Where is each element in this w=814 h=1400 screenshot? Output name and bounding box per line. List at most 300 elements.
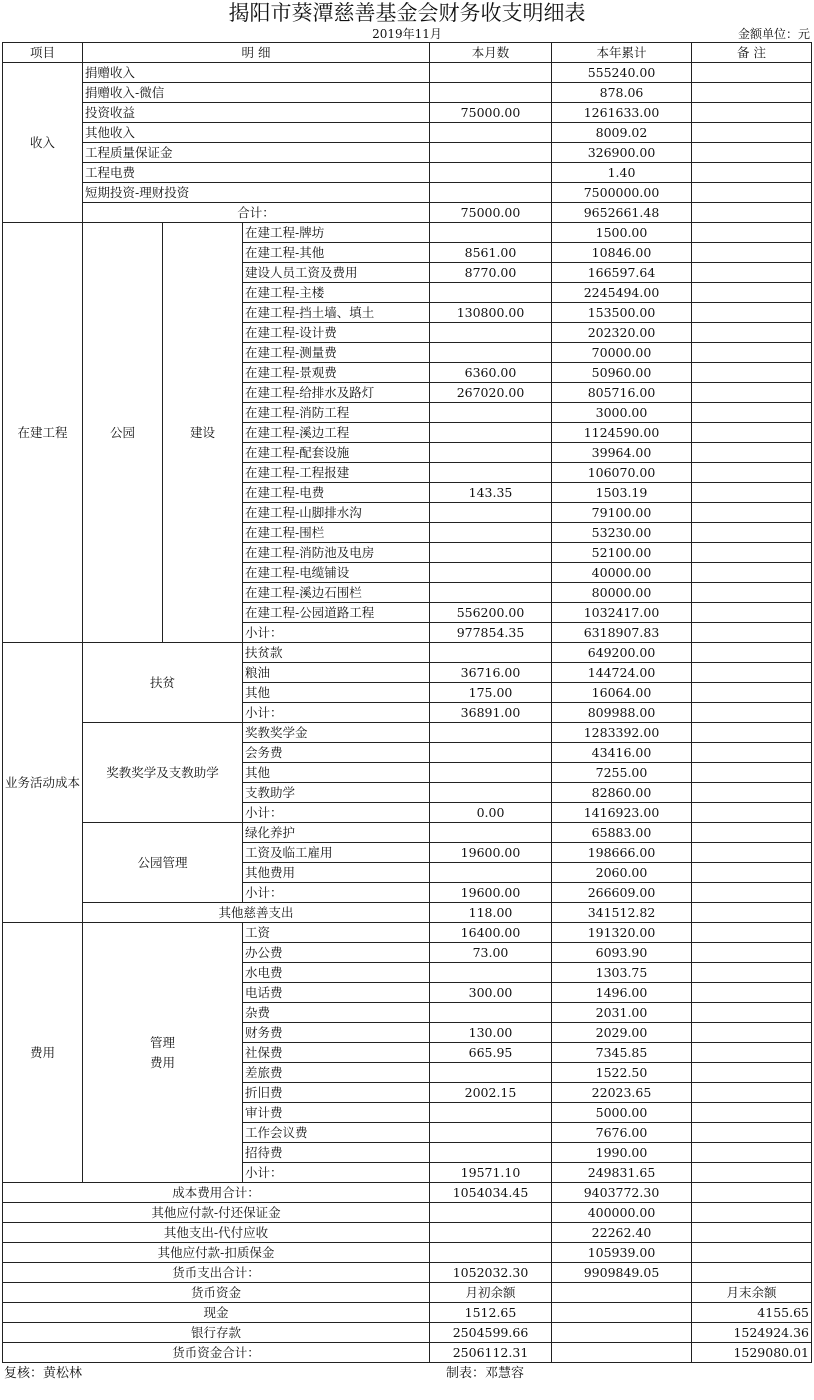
- note-cell: [692, 543, 812, 563]
- month-value: [430, 963, 552, 983]
- ytd-value: 326900.00: [552, 143, 692, 163]
- note-cell: [692, 1203, 812, 1223]
- note-cell: [692, 703, 812, 723]
- note-cell: [692, 743, 812, 763]
- month-value: [430, 183, 552, 203]
- month-value: 8770.00: [430, 263, 552, 283]
- detail-label: 电话费: [243, 983, 430, 1003]
- ytd-value: 144724.00: [552, 663, 692, 683]
- month-value: 1052032.30: [430, 1263, 552, 1283]
- ytd-value: 1261633.00: [552, 103, 692, 123]
- month-value: [430, 1103, 552, 1123]
- month-value: [430, 163, 552, 183]
- month-value: [430, 1203, 552, 1223]
- detail-label: 绿化养护: [243, 823, 430, 843]
- note-cell: [692, 1123, 812, 1143]
- note-cell: [692, 383, 812, 403]
- finance-table: [2, 42, 812, 1363]
- income-total-label: 合计：: [83, 203, 430, 223]
- ytd-value: 9403772.30: [552, 1183, 692, 1203]
- summary-label: 其他应付款-付还保证金: [3, 1203, 430, 1223]
- expense-row: [3, 923, 812, 943]
- note-cell: [692, 923, 812, 943]
- month-value: 16400.00: [430, 923, 552, 943]
- month-value: [430, 503, 552, 523]
- month-value: [430, 863, 552, 883]
- ytd-value: 8009.02: [552, 123, 692, 143]
- detail-label: 粮油: [243, 663, 430, 683]
- month-value: 143.35: [430, 483, 552, 503]
- detail-label: 奖教奖学金: [243, 723, 430, 743]
- empty-cell: [552, 1283, 692, 1303]
- note-cell: [692, 1023, 812, 1043]
- business-section-label: 业务活动成本: [3, 643, 83, 923]
- month-value: 118.00: [430, 903, 552, 923]
- note-cell: [692, 303, 812, 323]
- cash-end-value: 1529080.01: [692, 1343, 812, 1363]
- note-cell: [692, 963, 812, 983]
- ytd-value: 43416.00: [552, 743, 692, 763]
- income-section-label: 收入: [3, 63, 83, 223]
- month-value: 8561.00: [430, 243, 552, 263]
- ytd-value: 1522.50: [552, 1063, 692, 1083]
- note-cell: [692, 443, 812, 463]
- ytd-value: 341512.82: [552, 903, 692, 923]
- header-month: 本月数: [430, 43, 552, 63]
- month-value: [430, 463, 552, 483]
- business-row: [3, 823, 812, 843]
- detail-label: 小计：: [243, 1163, 430, 1183]
- income-row: [3, 123, 812, 143]
- detail-label: 杂费: [243, 1003, 430, 1023]
- summary-row: [3, 1203, 812, 1223]
- note-cell: [692, 63, 812, 83]
- note-cell: [692, 423, 812, 443]
- income-row: [3, 163, 812, 183]
- income-row: [3, 63, 812, 83]
- expense-section-label: 费用: [3, 923, 83, 1183]
- note-cell: [692, 903, 812, 923]
- income-row: [3, 103, 812, 123]
- note-cell: [692, 563, 812, 583]
- detail-label: 在建工程-景观费: [243, 363, 430, 383]
- summary-label: 其他应付款-扣质保金: [3, 1243, 430, 1263]
- ytd-value: 1416923.00: [552, 803, 692, 823]
- ytd-value: 22262.40: [552, 1223, 692, 1243]
- detail-label: 办公费: [243, 943, 430, 963]
- note-cell: [692, 663, 812, 683]
- month-value: [430, 223, 552, 243]
- month-value: 36891.00: [430, 703, 552, 723]
- ytd-value: 249831.65: [552, 1163, 692, 1183]
- ytd-value: 878.06: [552, 83, 692, 103]
- detail-label: 工程电费: [83, 163, 430, 183]
- detail-label: 小计：: [243, 703, 430, 723]
- empty-cell: [552, 1303, 692, 1323]
- summary-row: [3, 1223, 812, 1243]
- cash-label: 现金: [3, 1303, 430, 1323]
- ytd-value: 50960.00: [552, 363, 692, 383]
- report-title: 揭阳市葵潭慈善基金会财务收支明细表: [228, 1, 586, 25]
- detail-label: 社保费: [243, 1043, 430, 1063]
- cash-row: [3, 1323, 812, 1343]
- detail-label: 工资: [243, 923, 430, 943]
- detail-label: 在建工程-牌坊: [243, 223, 430, 243]
- business-group-label: 公园管理: [83, 823, 243, 903]
- note-cell: [692, 763, 812, 783]
- cash-begin-value: 1512.65: [430, 1303, 552, 1323]
- header-note: 备 注: [692, 43, 812, 63]
- construction-row: [3, 223, 812, 243]
- detail-label: 水电费: [243, 963, 430, 983]
- detail-label: 在建工程-工程报建: [243, 463, 430, 483]
- note-cell: [692, 583, 812, 603]
- detail-label: 捐赠收入: [83, 63, 430, 83]
- ytd-value: 1503.19: [552, 483, 692, 503]
- month-value: [430, 1223, 552, 1243]
- detail-label: 财务费: [243, 1023, 430, 1043]
- month-value: [430, 323, 552, 343]
- month-value: 0.00: [430, 803, 552, 823]
- cash-end-header: 月末余额: [692, 1283, 812, 1303]
- detail-label: 会务费: [243, 743, 430, 763]
- summary-label: 其他支出-代付应收: [3, 1223, 430, 1243]
- cash-label: 货币资金合计：: [3, 1343, 430, 1363]
- detail-label: 折旧费: [243, 1083, 430, 1103]
- note-cell: [692, 883, 812, 903]
- note-cell: [692, 323, 812, 343]
- note-cell: [692, 1103, 812, 1123]
- ytd-value: 2031.00: [552, 1003, 692, 1023]
- ytd-value: 7345.85: [552, 1043, 692, 1063]
- note-cell: [692, 623, 812, 643]
- ytd-value: 2245494.00: [552, 283, 692, 303]
- empty-cell: [552, 1323, 692, 1343]
- note-cell: [692, 643, 812, 663]
- report-period: 2019年11月: [372, 27, 442, 41]
- detail-label: 在建工程-测量费: [243, 343, 430, 363]
- detail-label: 在建工程-围栏: [243, 523, 430, 543]
- detail-label: 在建工程-设计费: [243, 323, 430, 343]
- note-cell: [692, 1243, 812, 1263]
- cash-row: [3, 1303, 812, 1323]
- detail-label: 在建工程-给排水及路灯: [243, 383, 430, 403]
- ytd-value: 65883.00: [552, 823, 692, 843]
- ytd-value: 9652661.48: [552, 203, 692, 223]
- month-value: [430, 63, 552, 83]
- month-value: [430, 583, 552, 603]
- detail-label: 其他费用: [243, 863, 430, 883]
- note-cell: [692, 123, 812, 143]
- note-cell: [692, 823, 812, 843]
- business-other-row: [3, 903, 812, 923]
- month-value: [430, 283, 552, 303]
- note-cell: [692, 523, 812, 543]
- reviewer-signature-line: 复核：黄松林: [4, 1366, 83, 1381]
- note-cell: [692, 203, 812, 223]
- income-row: [3, 183, 812, 203]
- month-value: 300.00: [430, 983, 552, 1003]
- ytd-value: 10846.00: [552, 243, 692, 263]
- business-group-label: 扶贫: [83, 643, 243, 723]
- summary-label: 成本费用合计：: [3, 1183, 430, 1203]
- detail-label: 招待费: [243, 1143, 430, 1163]
- note-cell: [692, 103, 812, 123]
- ytd-value: 3000.00: [552, 403, 692, 423]
- month-value: [430, 1003, 552, 1023]
- ytd-value: 1.40: [552, 163, 692, 183]
- detail-label: 支教助学: [243, 783, 430, 803]
- ytd-value: 80000.00: [552, 583, 692, 603]
- month-value: 2002.15: [430, 1083, 552, 1103]
- report-subheader: [0, 26, 814, 42]
- note-cell: [692, 603, 812, 623]
- header-item: 项目: [3, 43, 83, 63]
- ytd-value: 5000.00: [552, 1103, 692, 1123]
- month-value: [430, 1243, 552, 1263]
- month-value: 36716.00: [430, 663, 552, 683]
- ytd-value: 2029.00: [552, 1023, 692, 1043]
- month-value: 73.00: [430, 943, 552, 963]
- month-value: [430, 783, 552, 803]
- income-row: [3, 83, 812, 103]
- detail-label: 其他: [243, 763, 430, 783]
- cash-begin-header: 月初余额: [430, 1283, 552, 1303]
- ytd-value: 7500000.00: [552, 183, 692, 203]
- note-cell: [692, 483, 812, 503]
- ytd-value: 7676.00: [552, 1123, 692, 1143]
- ytd-value: 106070.00: [552, 463, 692, 483]
- ytd-value: 555240.00: [552, 63, 692, 83]
- month-value: [430, 523, 552, 543]
- month-value: 19600.00: [430, 883, 552, 903]
- note-cell: [692, 783, 812, 803]
- cash-begin-value: 2506112.31: [430, 1343, 552, 1363]
- ytd-value: 1990.00: [552, 1143, 692, 1163]
- note-cell: [692, 983, 812, 1003]
- month-value: [430, 83, 552, 103]
- month-value: [430, 1143, 552, 1163]
- note-cell: [692, 403, 812, 423]
- detail-label: 在建工程-溪边石围栏: [243, 583, 430, 603]
- ytd-value: 70000.00: [552, 343, 692, 363]
- detail-label: 在建工程-主楼: [243, 283, 430, 303]
- detail-label: 建设人员工资及费用: [243, 263, 430, 283]
- detail-label: 小计：: [243, 623, 430, 643]
- ytd-value: 52100.00: [552, 543, 692, 563]
- ytd-value: 1496.00: [552, 983, 692, 1003]
- ytd-value: 16064.00: [552, 683, 692, 703]
- ytd-value: 1124590.00: [552, 423, 692, 443]
- ytd-value: 1283392.00: [552, 723, 692, 743]
- ytd-value: 105939.00: [552, 1243, 692, 1263]
- ytd-value: 805716.00: [552, 383, 692, 403]
- header-row: [3, 43, 812, 63]
- expense-sub-label: [83, 923, 243, 1183]
- construction-section-label: 在建工程: [3, 223, 83, 643]
- note-cell: [692, 1063, 812, 1083]
- month-value: [430, 743, 552, 763]
- construction-sub-build: 建设: [163, 223, 243, 643]
- detail-label: 扶贫款: [243, 643, 430, 663]
- detail-label: 在建工程-电费: [243, 483, 430, 503]
- month-value: 556200.00: [430, 603, 552, 623]
- detail-label: 工作会议费: [243, 1123, 430, 1143]
- note-cell: [692, 1003, 812, 1023]
- month-value: [430, 1123, 552, 1143]
- note-cell: [692, 163, 812, 183]
- month-value: [430, 563, 552, 583]
- detail-label: 在建工程-电缆铺设: [243, 563, 430, 583]
- month-value: [430, 423, 552, 443]
- note-cell: [692, 863, 812, 883]
- month-value: [430, 643, 552, 663]
- note-cell: [692, 83, 812, 103]
- ytd-value: 809988.00: [552, 703, 692, 723]
- summary-row: [3, 1263, 812, 1283]
- ytd-value: 22023.65: [552, 1083, 692, 1103]
- month-value: [430, 143, 552, 163]
- ytd-value: 6318907.83: [552, 623, 692, 643]
- note-cell: [692, 1223, 812, 1243]
- detail-label: 在建工程-山脚排水沟: [243, 503, 430, 523]
- detail-label: 在建工程-配套设施: [243, 443, 430, 463]
- detail-label: 差旅费: [243, 1063, 430, 1083]
- other-charity-label: 其他慈善支出: [83, 903, 430, 923]
- ytd-value: 191320.00: [552, 923, 692, 943]
- detail-label: 在建工程-溪边工程: [243, 423, 430, 443]
- detail-label: 投资收益: [83, 103, 430, 123]
- ytd-value: 153500.00: [552, 303, 692, 323]
- business-group-label: 奖教奖学及支教助学: [83, 723, 243, 823]
- expense-sub-text: 管理费用: [149, 1034, 175, 1070]
- ytd-value: 82860.00: [552, 783, 692, 803]
- cash-header-label: 货币资金: [3, 1283, 430, 1303]
- ytd-value: 7255.00: [552, 763, 692, 783]
- income-row: [3, 143, 812, 163]
- note-cell: [692, 183, 812, 203]
- month-value: 977854.35: [430, 623, 552, 643]
- note-cell: [692, 843, 812, 863]
- month-value: 130800.00: [430, 303, 552, 323]
- cash-label: 银行存款: [3, 1323, 430, 1343]
- currency-unit: 金额单位：元: [737, 27, 810, 41]
- ytd-value: 266609.00: [552, 883, 692, 903]
- detail-label: 其他: [243, 683, 430, 703]
- ytd-value: 40000.00: [552, 563, 692, 583]
- detail-label: 工程质量保证金: [83, 143, 430, 163]
- month-value: [430, 723, 552, 743]
- cash-end-value: 4155.65: [692, 1303, 812, 1323]
- detail-label: 小计：: [243, 803, 430, 823]
- detail-label: 工资及临工雇用: [243, 843, 430, 863]
- month-value: [430, 763, 552, 783]
- month-value: [430, 443, 552, 463]
- note-cell: [692, 1083, 812, 1103]
- note-cell: [692, 503, 812, 523]
- ytd-value: 649200.00: [552, 643, 692, 663]
- detail-label: 在建工程-消防池及电房: [243, 543, 430, 563]
- ytd-value: 79100.00: [552, 503, 692, 523]
- ytd-value: 6093.90: [552, 943, 692, 963]
- detail-label: 捐赠收入-微信: [83, 83, 430, 103]
- month-value: 19600.00: [430, 843, 552, 863]
- ytd-value: 400000.00: [552, 1203, 692, 1223]
- month-value: 6360.00: [430, 363, 552, 383]
- ytd-value: 1500.00: [552, 223, 692, 243]
- note-cell: [692, 943, 812, 963]
- note-cell: [692, 263, 812, 283]
- ytd-value: 39964.00: [552, 443, 692, 463]
- month-value: 75000.00: [430, 103, 552, 123]
- ytd-value: 166597.64: [552, 263, 692, 283]
- detail-label: 小计：: [243, 883, 430, 903]
- note-cell: [692, 343, 812, 363]
- note-cell: [692, 803, 812, 823]
- month-value: [430, 403, 552, 423]
- detail-label: 在建工程-其他: [243, 243, 430, 263]
- business-row: [3, 643, 812, 663]
- table-body: [3, 63, 812, 1363]
- ytd-value: 2060.00: [552, 863, 692, 883]
- summary-row: [3, 1243, 812, 1263]
- note-cell: [692, 723, 812, 743]
- income-total-row: [3, 203, 812, 223]
- cash-row: [3, 1343, 812, 1363]
- note-cell: [692, 1263, 812, 1283]
- header-ytd: 本年累计: [552, 43, 692, 63]
- note-cell: [692, 683, 812, 703]
- ytd-value: 1303.75: [552, 963, 692, 983]
- ytd-value: 53230.00: [552, 523, 692, 543]
- detail-label: 其他收入: [83, 123, 430, 143]
- month-value: 175.00: [430, 683, 552, 703]
- note-cell: [692, 1143, 812, 1163]
- month-value: 1054034.45: [430, 1183, 552, 1203]
- detail-label: 在建工程-挡土墙、填土: [243, 303, 430, 323]
- preparer-signature-line: 制表：邓慧容: [446, 1366, 525, 1381]
- month-value: [430, 543, 552, 563]
- month-value: 665.95: [430, 1043, 552, 1063]
- detail-label: 在建工程-消防工程: [243, 403, 430, 423]
- note-cell: [692, 1183, 812, 1203]
- ytd-value: 9909849.05: [552, 1263, 692, 1283]
- note-cell: [692, 223, 812, 243]
- summary-label: 货币支出合计：: [3, 1263, 430, 1283]
- business-row: [3, 723, 812, 743]
- ytd-value: 202320.00: [552, 323, 692, 343]
- month-value: [430, 343, 552, 363]
- header-detail: 明 细: [83, 43, 430, 63]
- month-value: 267020.00: [430, 383, 552, 403]
- empty-cell: [552, 1343, 692, 1363]
- note-cell: [692, 363, 812, 383]
- month-value: [430, 1063, 552, 1083]
- note-cell: [692, 1163, 812, 1183]
- cash-header-row: [3, 1283, 812, 1303]
- note-cell: [692, 143, 812, 163]
- note-cell: [692, 243, 812, 263]
- cash-begin-value: 2504599.66: [430, 1323, 552, 1343]
- note-cell: [692, 463, 812, 483]
- month-value: [430, 123, 552, 143]
- note-cell: [692, 283, 812, 303]
- month-value: [430, 823, 552, 843]
- detail-label: 短期投资-理财投资: [83, 183, 430, 203]
- detail-label: 在建工程-公园道路工程: [243, 603, 430, 623]
- ytd-value: 1032417.00: [552, 603, 692, 623]
- cash-end-value: 1524924.36: [692, 1323, 812, 1343]
